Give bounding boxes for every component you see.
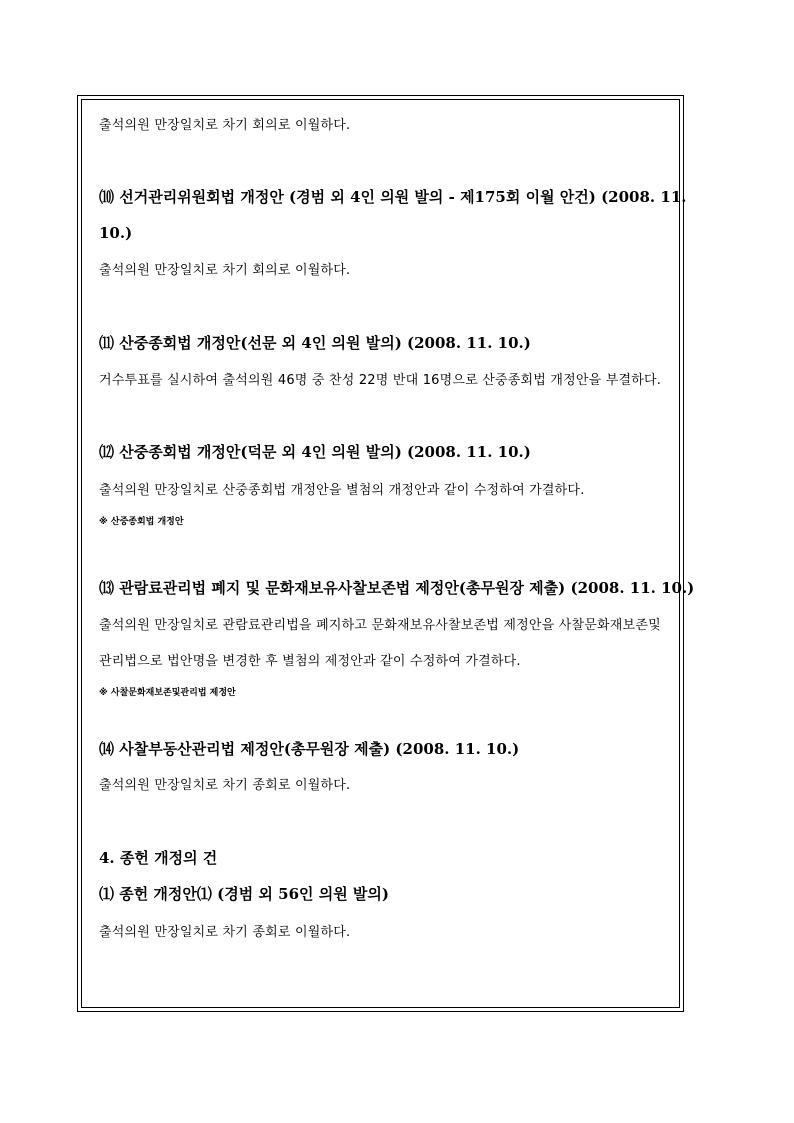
section4-text: 출석의원 만장일치로 차기 종회로 이월하다. [99,925,351,940]
document-frame [77,95,687,1012]
item13-note: ※ 사찰문화재보존및관리법 제정안 [99,688,236,698]
intro-text: 출석의원 만장일치로 차기 회의로 이월하다. [99,118,351,133]
item12-heading: ⑿ 산중종회법 개정안(덕문 외 4인 의원 발의) (2008. 11. 10.) [99,443,531,461]
item10-heading-line2: 10.) [99,224,133,242]
item10-heading-line1: ⑽ 선거관리위원회법 개정안 (경범 외 4인 의원 발의 - 제175회 이월 안건) (2008. 11. [99,188,687,206]
item10-text: 출석의원 만장일치로 차기 회의로 이월하다. [99,263,351,278]
item12-text: 출석의원 만장일치로 산중종회법 개정안을 별첨의 개정안과 같이 수정하여 가결하다. [99,483,585,498]
section4-heading: 4. 종헌 개정의 건 [99,849,218,867]
item13-text-line2: 관리법으로 법안명을 변경한 후 별첨의 제정안과 같이 수정하여 가결하다. [99,654,521,669]
item14-text: 출석의원 만장일치로 차기 종회로 이월하다. [99,778,351,793]
item14-heading: ⒁ 사찰부동산관리법 제정안(총무원장 제출) (2008. 11. 10.) [99,740,520,758]
item11-heading: ⑾ 산중종회법 개정안(선문 외 4인 의원 발의) (2008. 11. 10.) [99,334,531,352]
document-frame-inner [81,99,680,1008]
section4-sub-heading: ⑴ 종헌 개정안⑴ (경범 외 56인 의원 발의) [99,885,389,903]
item13-heading: ⒀ 관람료관리법 폐지 및 문화재보유사찰보존법 제정안(총무원장 제출) (2008. 11. 10.) [99,579,695,597]
item13-text-line1: 출석의원 만장일치로 관람료관리법을 폐지하고 문화재보유사찰보존법 제정안을 사찰문화재보존및 [99,618,661,633]
item11-text: 거수투표를 실시하여 출석의원 46명 중 찬성 22명 반대 16명으로 산중종회법 개정안을 부결하다. [99,373,662,388]
item12-note: ※ 산중종회법 개정안 [99,517,184,527]
